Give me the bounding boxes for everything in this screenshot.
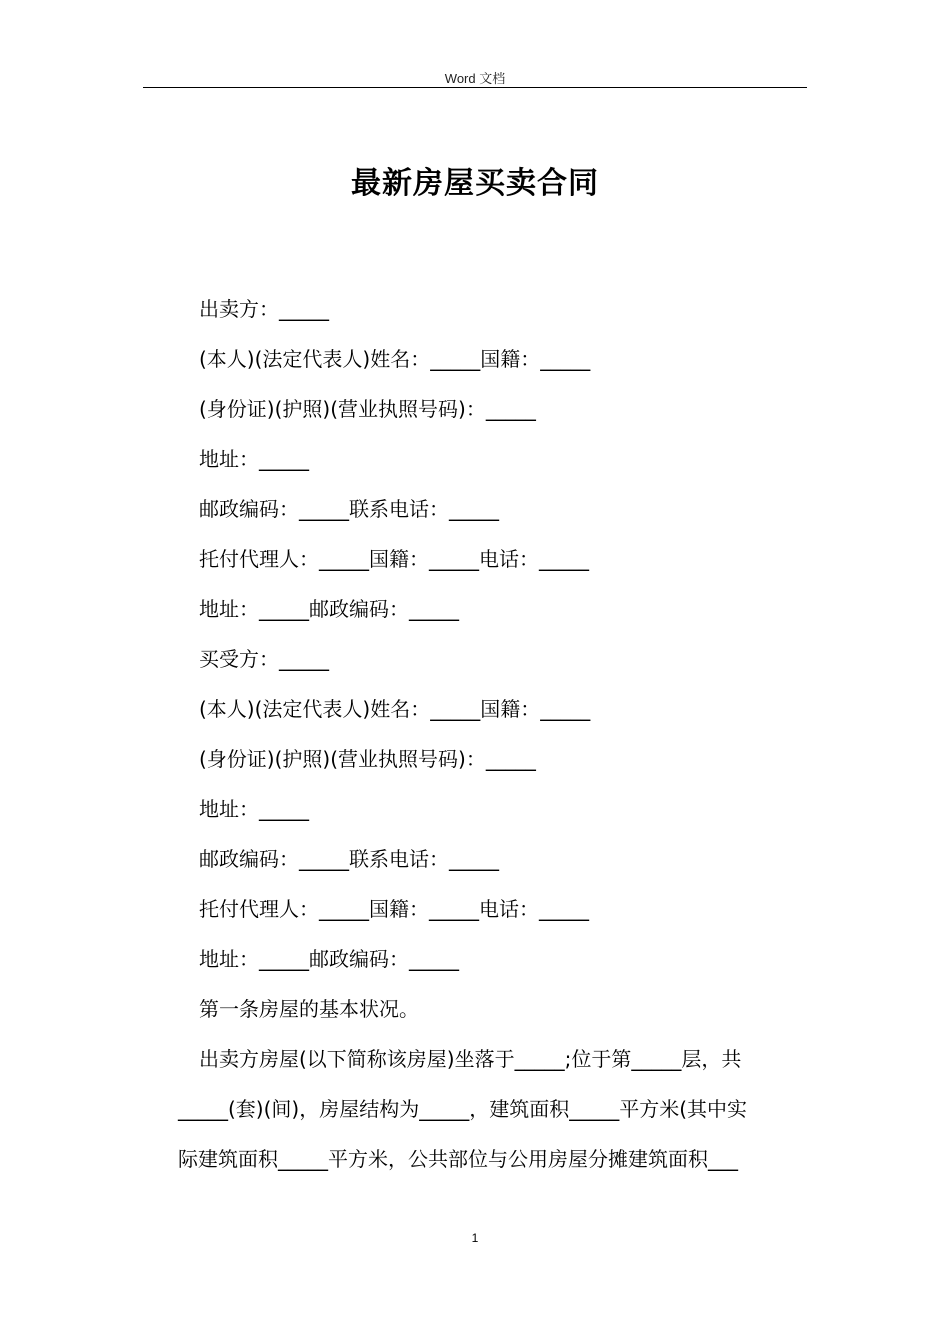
header-label: Word 文档	[444, 71, 506, 86]
article-one-line: 际建筑面积_____平方米，公共部位与公用房屋分摊建筑面积___	[178, 1147, 738, 1171]
document-body	[178, 292, 810, 1192]
buyer-field: 买受方：_____	[199, 647, 329, 671]
seller-agent-field: 托付代理人：_____国籍：_____电话：_____	[199, 547, 589, 571]
seller-agent-address-field: 地址：_____邮政编码：_____	[199, 597, 459, 621]
document-title: 最新房屋买卖合同	[351, 166, 599, 201]
buyer-agent-address-field: 地址：_____邮政编码：_____	[199, 947, 459, 971]
seller-address-field: 地址：_____	[199, 447, 309, 471]
buyer-postcode-phone-field: 邮政编码：_____联系电话：_____	[199, 847, 499, 871]
seller-postcode-phone-field: 邮政编码：_____联系电话：_____	[199, 497, 499, 521]
buyer-id-field: (身份证)(护照)(营业执照号码)：_____	[199, 747, 536, 771]
seller-field: 出卖方：_____	[199, 297, 329, 321]
seller-id-field: (身份证)(护照)(营业执照号码)：_____	[199, 397, 536, 421]
article-one-line: _____(套)(间)，房屋结构为_____，建筑面积_____平方米(其中实	[178, 1097, 748, 1121]
article-one-heading: 第一条房屋的基本状况。	[199, 997, 419, 1021]
seller-name-nationality-field: (本人)(法定代表人)姓名：_____国籍：_____	[199, 347, 591, 371]
page-number: 1	[471, 1231, 479, 1245]
article-one-line: 出卖方房屋(以下简称该房屋)坐落于_____;位于第_____层，共	[199, 1047, 742, 1071]
header-divider	[143, 87, 807, 88]
buyer-agent-field: 托付代理人：_____国籍：_____电话：_____	[199, 897, 589, 921]
buyer-name-nationality-field: (本人)(法定代表人)姓名：_____国籍：_____	[199, 697, 591, 721]
buyer-address-field: 地址：_____	[199, 797, 309, 821]
